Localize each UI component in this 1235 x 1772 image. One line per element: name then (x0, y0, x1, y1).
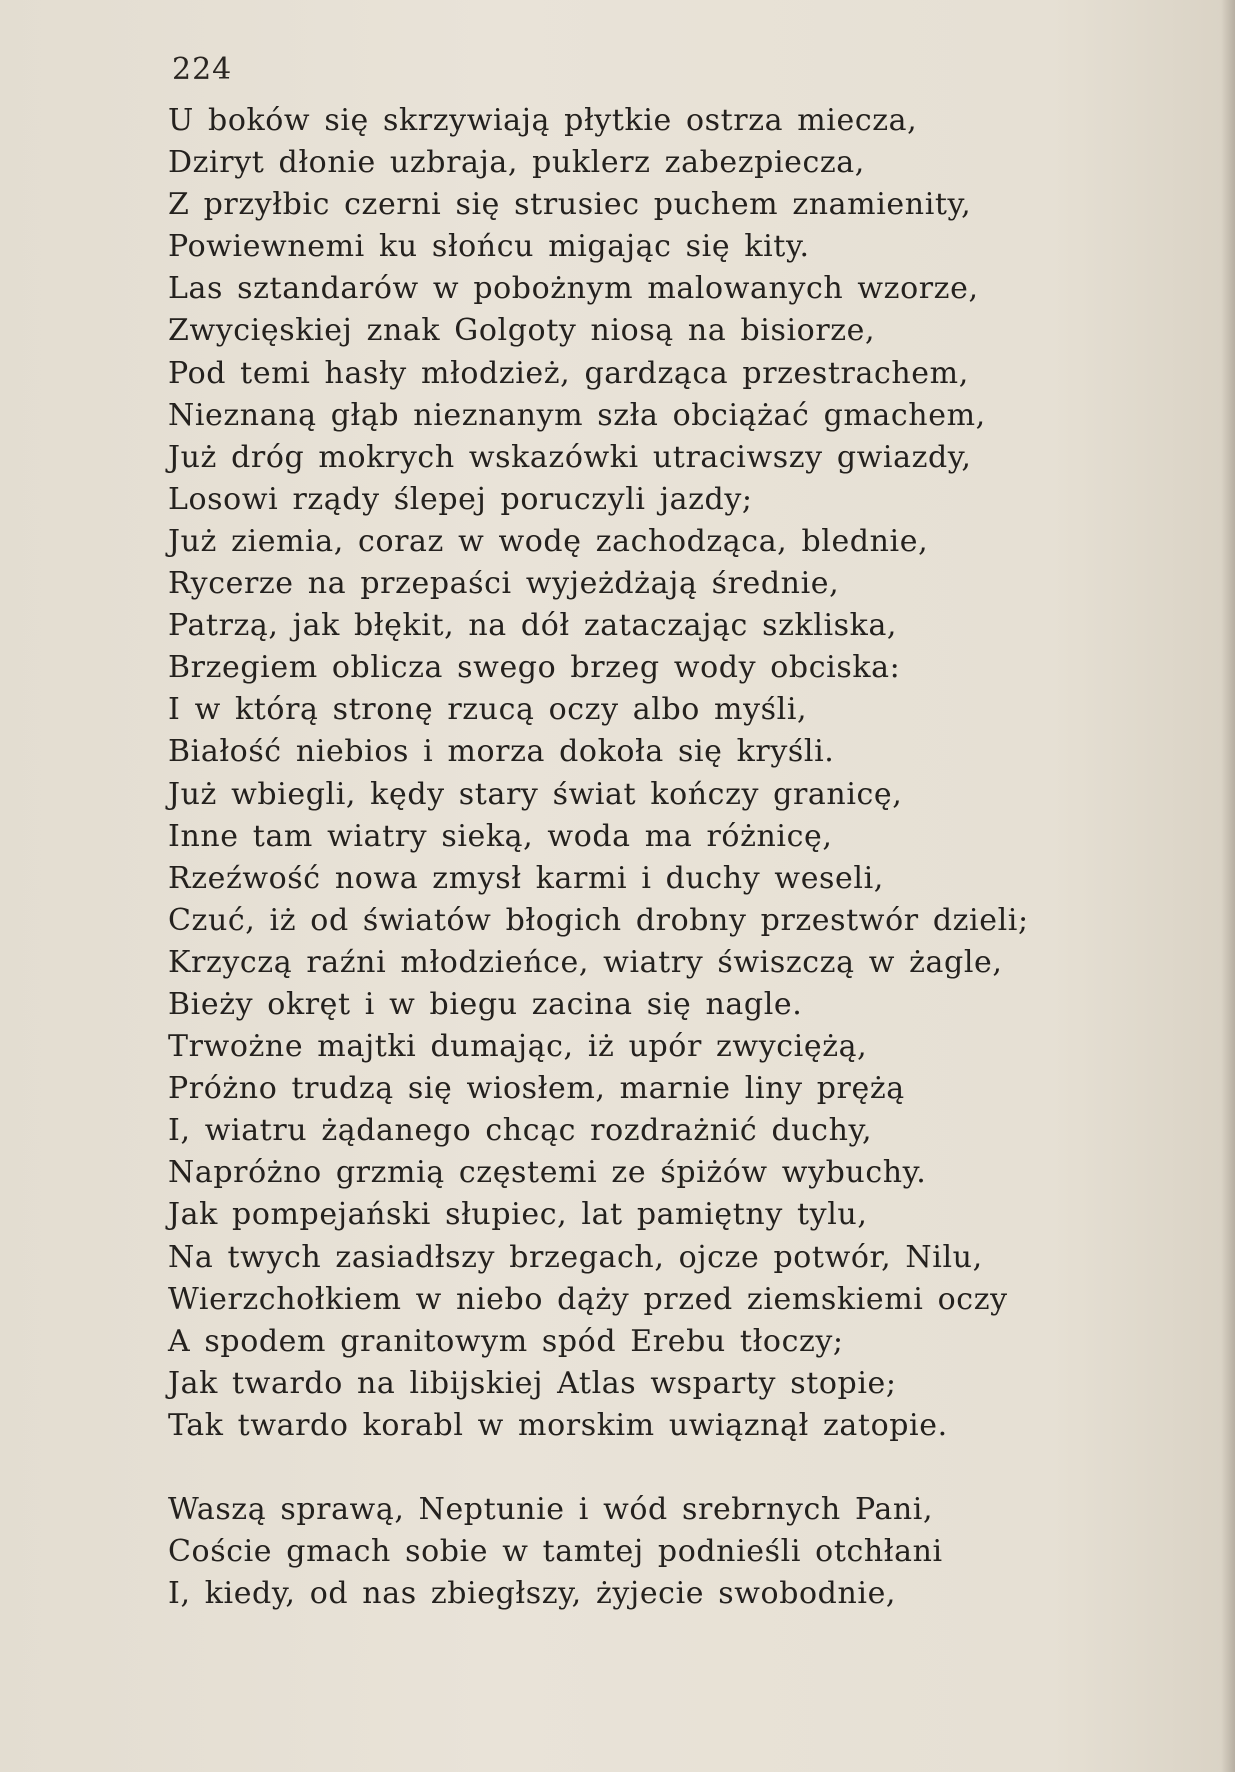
verse-line: Patrzą, jak błękit, na dół zataczając szkliska, (168, 608, 898, 644)
verse-line: Czuć, iż od światów błogich drobny przestwór dzieli; (168, 902, 1029, 938)
verse-line: Coście gmach sobie w tamtej podnieśli otchłani (168, 1534, 943, 1570)
verse-line: Już wbiegli, kędy stary świat kończy granicę, (168, 776, 903, 812)
poem-text (168, 100, 1208, 1615)
verse-line: Na twych zasiadłszy brzegach, ojcze potwór, Nilu, (168, 1239, 983, 1275)
verse-line: Trwożne majtki dumając, iż upór zwyciężą, (168, 1029, 868, 1065)
verse-line: Pod temi hasły młodzież, gardząca przestrachem, (168, 355, 969, 391)
verse-line: Tak twardo korabl w morskim uwiąznął zatopie. (168, 1407, 948, 1443)
verse-line: Krzyczą raźni młodzieńce, wiatry świszczą w żagle, (168, 944, 1003, 980)
verse-line: U boków się skrzywiają płytkie ostrza miecza, (168, 103, 918, 138)
verse-line: Jak pompejański słupiec, lat pamiętny tylu, (168, 1197, 868, 1233)
page-number: 224 (172, 52, 233, 87)
verse-line: Już ziemia, coraz w wodę zachodząca, blednie, (168, 523, 929, 559)
verse-line: Powiewnemi ku słońcu migając się kity. (168, 229, 810, 265)
verse-line: Rycerze na przepaści wyjeżdżają średnie, (168, 566, 840, 602)
verse-line: A spodem granitowym spód Erebu tłoczy; (168, 1323, 844, 1359)
verse-line: Próżno trudzą się wiosłem, marnie liny prężą (168, 1071, 905, 1107)
verse-line: I, kiedy, od nas zbiegłszy, żyjecie swobodnie, (168, 1576, 897, 1612)
verse-line: Inne tam wiatry sieką, woda ma różnicę, (168, 818, 833, 854)
verse-line: Bieży okręt i w biegu zacina się nagle. (168, 986, 803, 1022)
page-edge-shadow (1221, 0, 1235, 1772)
verse-line: Wierzchołkiem w niebo dąży przed ziemskiemi oczy (168, 1281, 1008, 1317)
verse-line: Rzeźwość nowa zmysł karmi i duchy weseli, (168, 860, 884, 896)
verse-line: Waszą sprawą, Neptunie i wód srebrnych Pani, (168, 1492, 934, 1527)
verse-line: Dziryt dłonie uzbraja, puklerz zabezpiecza, (168, 145, 865, 181)
verse-line: Z przyłbic czerni się strusiec puchem znamienity, (168, 187, 972, 223)
stanza-2 (168, 1489, 1208, 1615)
verse-line: Losowi rządy ślepej poruczyli jazdy; (168, 481, 753, 517)
verse-line: Nieznaną głąb nieznanym szła obciążać gmachem, (168, 397, 986, 433)
verse-line: I, wiatru żądanego chcąc rozdrażnić duchy, (168, 1113, 873, 1149)
verse-line: Brzegiem oblicza swego brzeg wody obciska: (168, 650, 901, 686)
verse-line: Napróżno grzmią częstemi ze śpiżów wybuchy. (168, 1155, 927, 1191)
verse-line: Las sztandarów w pobożnym malowanych wzorze, (168, 271, 979, 307)
verse-line: I w którą stronę rzucą oczy albo myśli, (168, 692, 808, 728)
verse-line: Białość niebios i morza dokoła się kryśli. (168, 734, 835, 770)
verse-line: Jak twardo na libijskiej Atlas wsparty stopie; (168, 1365, 897, 1401)
verse-line: Zwycięskiej znak Golgoty niosą na bisiorze, (168, 313, 876, 349)
verse-line: Już dróg mokrych wskazówki utraciwszy gwiazdy, (168, 439, 972, 475)
stanza-1 (168, 100, 1208, 1447)
